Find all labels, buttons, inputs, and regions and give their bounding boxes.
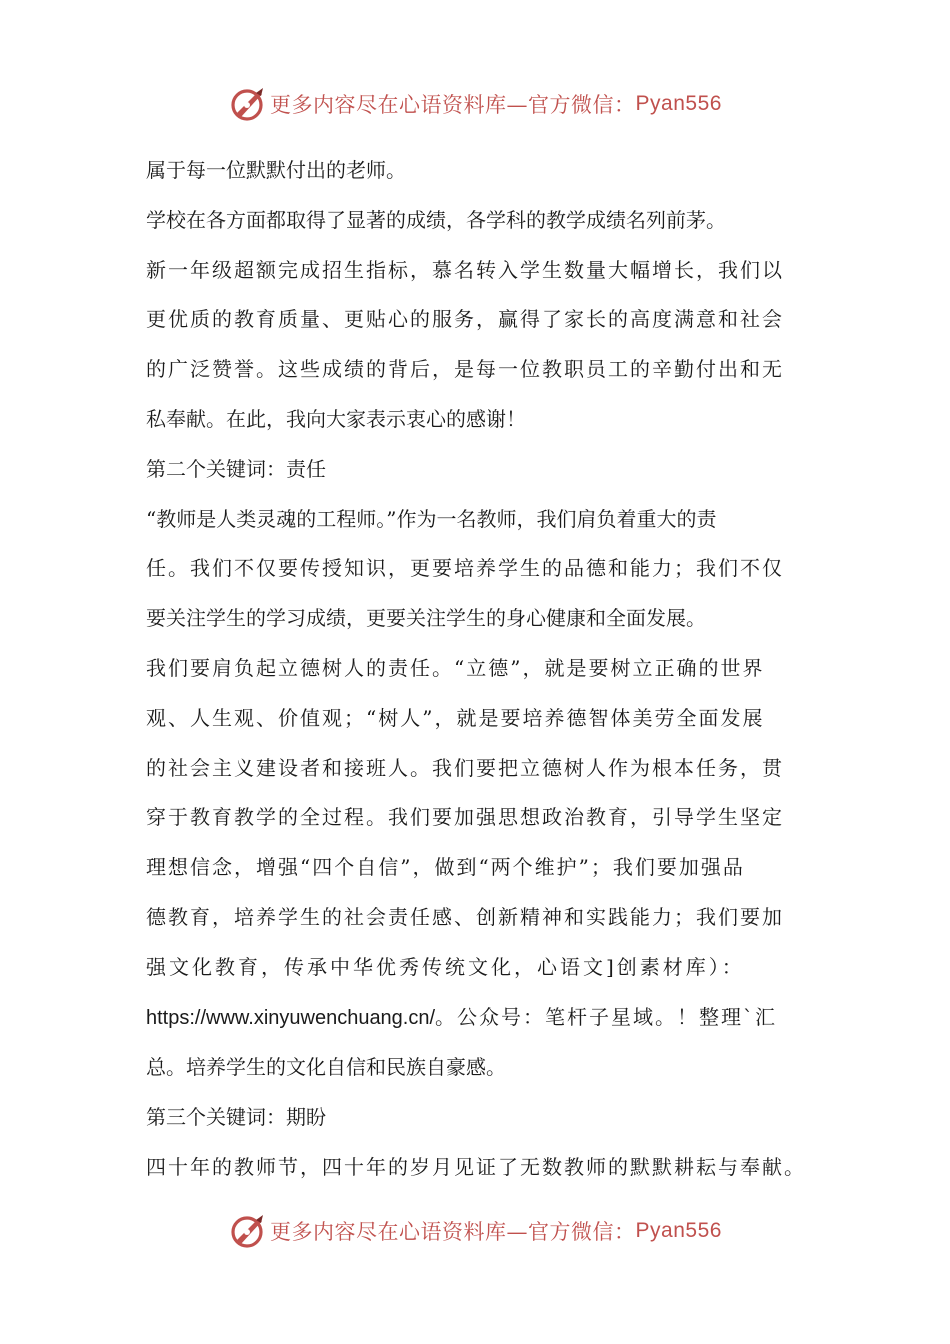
paragraph-line: 私奉献。在此，我向大家表示衷心的感谢！ bbox=[146, 406, 526, 431]
header-banner-text: 更多内容尽在心语资料库—官方微信： bbox=[270, 93, 636, 117]
paragraph-line: 的广泛赞誉。这些成绩的背后，是每一位教职员工的辛勤付出和无 bbox=[146, 357, 784, 382]
paragraph-line: 观、人生观、价值观；“树人”，就是要培养德智体美劳全面发展 bbox=[146, 705, 765, 730]
document-body bbox=[146, 146, 826, 1193]
section-heading-responsibility: 第二个关键词：责任 bbox=[146, 456, 326, 481]
paragraph-line: 学校在各方面都取得了显著的成绩，各学科的教学成绩名列前茅。 bbox=[146, 207, 726, 232]
section-heading-expectation: 第三个关键词：期盼 bbox=[146, 1105, 326, 1130]
paragraph-line-url bbox=[146, 993, 826, 1044]
pen-logo-icon bbox=[228, 1211, 268, 1251]
paragraph-line: 理想信念，增强“四个自信”，做到“两个维护”；我们要加强品 bbox=[146, 855, 745, 880]
paragraph-line-tail: 。公众号：笔杆子星域。！整理`汇 bbox=[435, 1004, 778, 1029]
paragraph-line: 新一年级超额完成招生指标，慕名转入学生数量大幅增长，我们以 bbox=[146, 257, 784, 282]
paragraph-line: 总。培养学生的文化自信和民族自豪感。 bbox=[146, 1055, 506, 1080]
paragraph-line: 穿于教育教学的全过程。我们要加强思想政治教育，引导学生坚定 bbox=[146, 805, 784, 830]
paragraph-line: 强文化教育，传承中华优秀传统文化，心语文]创素材库）： bbox=[146, 954, 745, 979]
paragraph-line: 更优质的教育质量、更贴心的服务，赢得了家长的高度满意和社会 bbox=[146, 307, 784, 332]
paragraph-line: 要关注学生的学习成绩，更要关注学生的身心健康和全面发展。 bbox=[146, 606, 706, 631]
header-banner bbox=[0, 84, 950, 124]
paragraph-line: 我们要肩负起立德树人的责任。“立德”，就是要树立正确的世界 bbox=[146, 655, 765, 680]
paragraph-line: 属于每一位默默付出的老师。 bbox=[146, 158, 406, 182]
footer-wechat-id: Pyan556 bbox=[635, 1219, 722, 1242]
footer-banner-text: 更多内容尽在心语资料库—官方微信： bbox=[270, 1220, 636, 1244]
paragraph-line: 的社会主义建设者和接班人。我们要把立德树人作为根本任务，贯 bbox=[146, 755, 784, 780]
paragraph-line: 任。我们不仅要传授知识，更要培养学生的品德和能力；我们不仅 bbox=[146, 556, 784, 581]
footer-banner bbox=[0, 1211, 950, 1251]
header-wechat-id: Pyan556 bbox=[635, 92, 722, 115]
pen-logo-icon bbox=[228, 84, 268, 124]
paragraph-line: 四十年的教师节，四十年的岁月见证了无数教师的默默耕耘与奉献。 bbox=[146, 1154, 806, 1179]
website-url: https://www.xinyuwenchuang.cn/ bbox=[146, 1006, 436, 1029]
paragraph-line: 德教育，培养学生的社会责任感、创新精神和实践能力；我们要加 bbox=[146, 904, 784, 929]
paragraph-line: “教师是人类灵魂的工程师。”作为一名教师，我们肩负着重大的责 bbox=[146, 506, 717, 531]
